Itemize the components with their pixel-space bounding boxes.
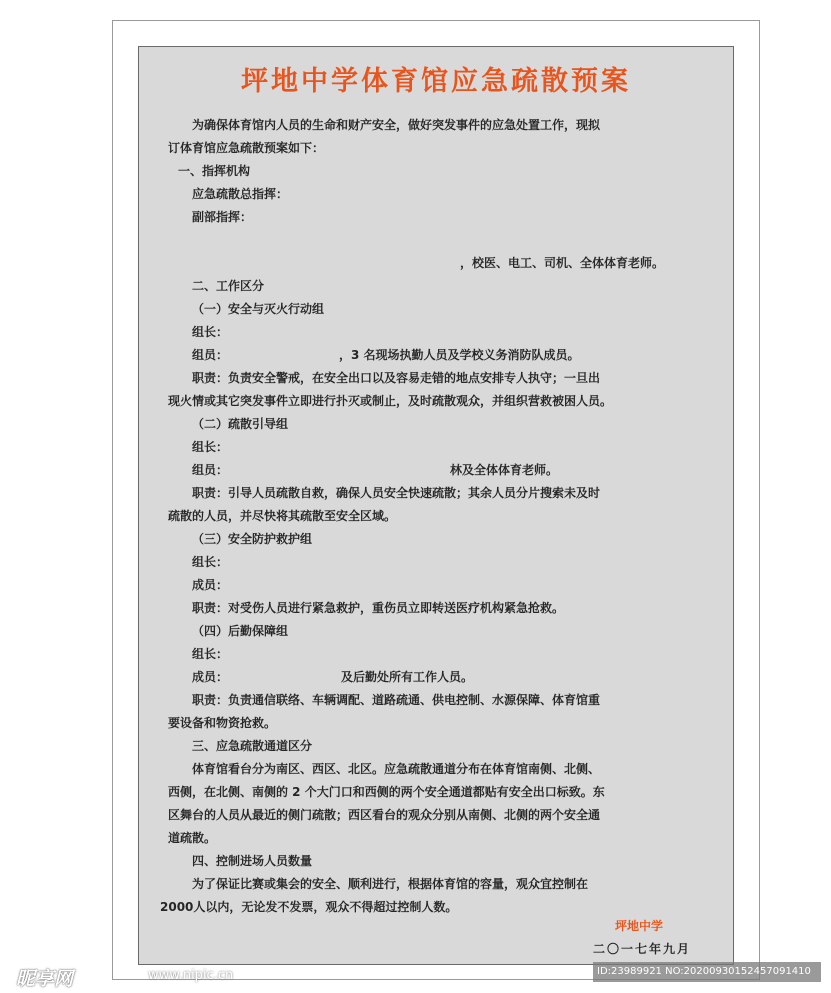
subsection-heading: （四）后勤保障组 (192, 624, 289, 638)
subsection-heading: （三）安全防护救护组 (192, 532, 313, 546)
section-heading: 三、应急疏散通道区分 (192, 739, 313, 753)
section-heading: 一、指挥机构 (178, 164, 251, 178)
text-line: 订体育馆应急疏散预案如下： (168, 141, 325, 155)
text-line: 为了保证比赛或集会的安全、顺利进行，根据体育馆的容量，观众宜控制在 (192, 877, 589, 891)
text-line: 西侧，在北侧、南侧的 2 个大门口和西侧的两个安全通道都贴有安全出口标致。东 (168, 785, 605, 799)
text-line: 体育馆看台分为南区、西区、北区。应急疏散通道分布在体育馆南侧、北侧、 (192, 762, 601, 776)
watermark-id: ID:23989921 NO:20200930152457091410 (593, 962, 821, 982)
signature-organization: 坪地中学 (615, 919, 664, 933)
text-line: 现火情或其它突发事件立即进行扑灭或制止，及时疏散观众，并组织营救被困人员。 (168, 394, 613, 408)
document-title: 坪地中学体育馆应急疏散预案 (241, 66, 631, 97)
subsection-heading: （二）疏散引导组 (192, 417, 289, 431)
section-heading: 二、工作区分 (192, 279, 265, 293)
text-line: 道疏散。 (168, 831, 217, 845)
text-line: 2000人以内，无论发不发票，观众不得超过控制人数。 (160, 900, 458, 914)
section-heading: 四、控制进场人员数量 (192, 854, 313, 868)
text-line: 及后勤处所有工作人员。 (341, 670, 474, 684)
text-line: ，校医、电工、司机、全体体育老师。 (460, 256, 665, 270)
text-line: 疏散的人员，并尽快将其疏散至安全区域。 (168, 509, 397, 523)
text-line: 林及全体体育老师。 (450, 463, 559, 477)
watermark-url: www.nipic.cn (148, 968, 234, 983)
text-line: 组长： (192, 325, 229, 339)
text-line: 职责：负责安全警戒，在安全出口以及容易走错的地点安排专人执守；一旦出 (192, 371, 601, 385)
text-line: 成员： (192, 670, 229, 684)
signature-date: 二〇一七年九月 (593, 942, 692, 956)
text-line: 职责：对受伤人员进行紧急救护，重伤员立即转送医疗机构紧急抢救。 (192, 601, 565, 615)
text-line: 职责：引导人员疏散自救，确保人员安全快速疏散；其余人员分片搜索未及时 (192, 486, 601, 500)
text-line: 要设备和物资抢救。 (168, 716, 277, 730)
watermark-logo: 昵享网 (16, 968, 74, 990)
text-line: 组员： (192, 463, 229, 477)
text-line: 成员： (192, 578, 229, 592)
text-line: 区舞台的人员从最近的侧门疏散；西区看台的观众分别从南侧、北侧的两个安全通 (168, 808, 601, 822)
text-line: 副部指挥： (192, 210, 253, 224)
text-line: 为确保体育馆内人员的生命和财产安全，做好突发事件的应急处置工作，现拟 (192, 118, 601, 132)
text-line: 职责：负责通信联络、车辆调配、道路疏通、供电控制、水源保障、体育馆重 (192, 693, 601, 707)
text-line: 应急疏散总指挥： (192, 187, 289, 201)
text-line: ，3 名现场执勤人员及学校义务消防队成员。 (339, 348, 580, 362)
subsection-heading: （一）安全与灭火行动组 (192, 302, 325, 316)
notice-poster (138, 46, 734, 965)
text-line: 组长： (192, 440, 229, 454)
text-line: 组长： (192, 647, 229, 661)
text-line: 组员： (192, 348, 229, 362)
text-line: 组长： (192, 555, 229, 569)
